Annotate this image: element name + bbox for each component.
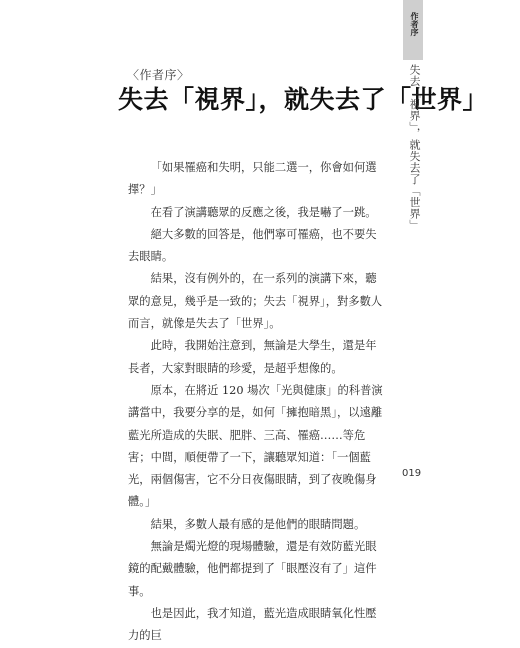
section-tab-label: 作者序 <box>410 12 419 36</box>
chapter-title: 失去「視界」，就失去了「世界」 <box>118 85 489 114</box>
paragraph: 無論是燭光燈的現場體驗，還是有效防藍光眼鏡的配戴體驗，他們都提到了「眼壓沒有了」這件事。 <box>128 540 377 598</box>
paragraph: 「如果罹癌和失明，只能二選一，你會如何選擇？」 <box>128 161 377 197</box>
paragraph: 此時，我開始注意到，無論是大學生，還是年長者，大家對眼睛的珍愛，是超乎想像的。 <box>128 339 377 375</box>
section-label: 〈作者序〉 <box>127 68 190 82</box>
page-number: 019 <box>402 468 422 479</box>
paragraph: 結果，沒有例外的，在一系列的演講下來，聽眾的意見，幾乎是一致的；失去「視界」，對多數人而言，就像是失去了「世界」。 <box>128 272 383 331</box>
body-text <box>128 157 386 648</box>
paragraph: 也是因此，我才知道，藍光造成眼睛氧化性壓力的巨 <box>128 606 377 643</box>
paragraph: 結果，多數人最有感的是他們的眼睛問題。 <box>150 517 366 531</box>
paragraph: 在看了演講聽眾的反應之後，我是嚇了一跳。 <box>150 205 377 219</box>
running-head: 失去「視界」，就失去了「世界」 <box>408 64 421 231</box>
section-tab <box>403 0 423 60</box>
paragraph: 絕大多數的回答是，他們寧可罹癌，也不要失去眼睛。 <box>128 227 377 264</box>
paragraph: 原本，在將近 120 場次「光與健康」的科普演講當中，我要分享的是，如何「擁抱暗黑」，以遠離藍光所造成的失眠、肥胖、三高、罹癌……等危害；中間，順便帶了一下，讓聽眾知道：「一個藍光，兩個傷害，它不分日夜傷眼睛，到了夜晚傷身體。」 <box>128 383 383 509</box>
